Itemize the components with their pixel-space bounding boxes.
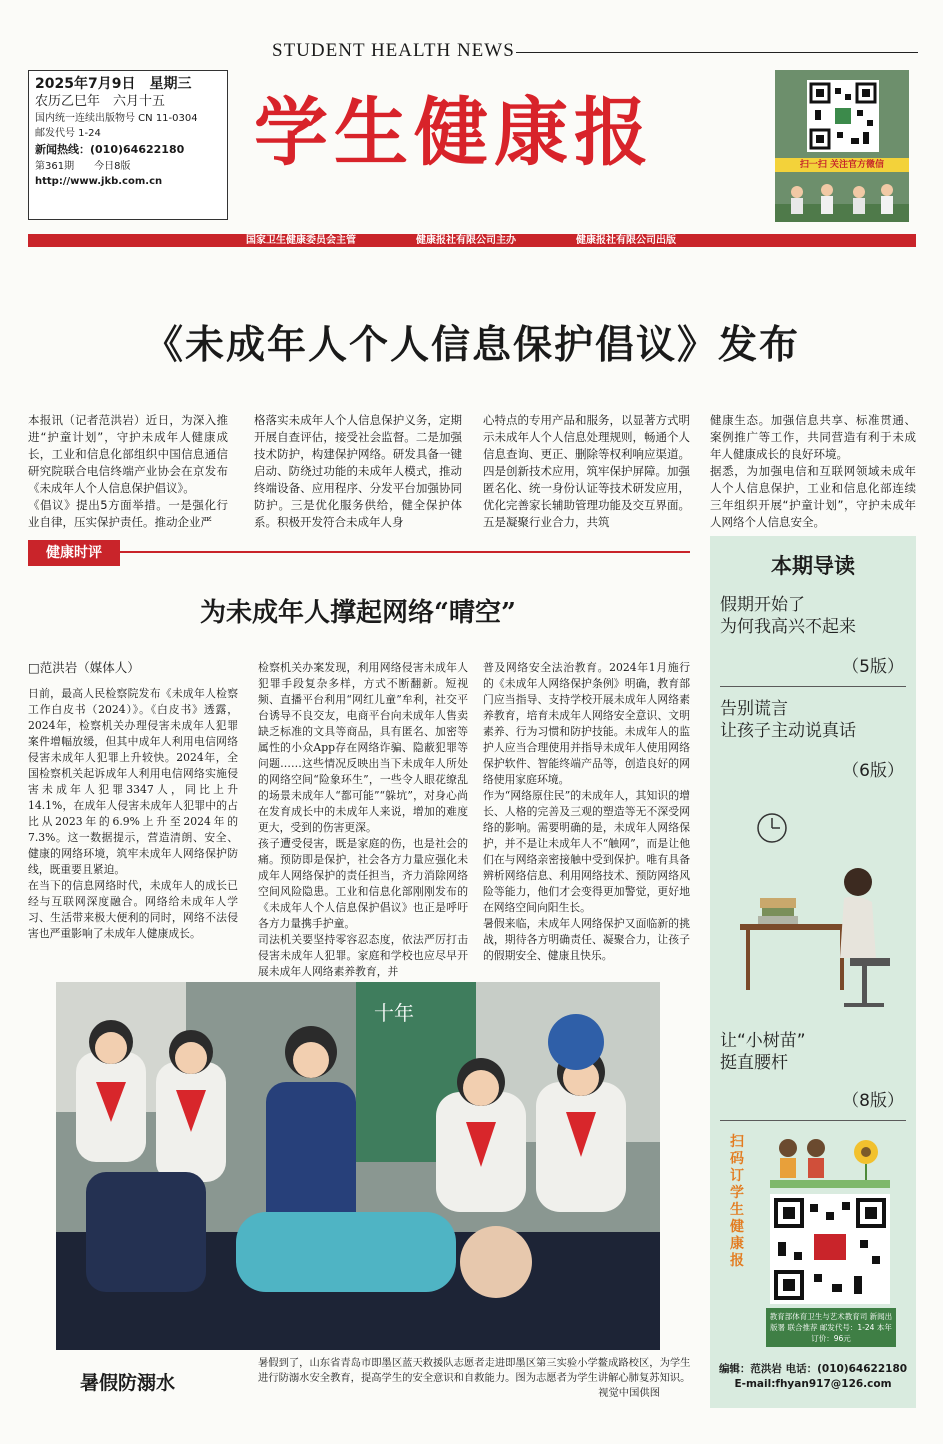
photo-credit: 视觉中国供图 bbox=[598, 1387, 660, 1399]
lead-column-3: 心特点的专用产品和服务，以显著方式明示未成年人个人信息处理规则，畅通个人信息查询、更正、删除等权利响应渠道。四是创新技术应用，筑牢保护屏障。加强匿名化、统一身份认证等技术研发应用，优化完善家长辅助管理功能及交互界面。五是凝聚行业合力，共筑 bbox=[483, 413, 690, 529]
photo-caption-text: 暑假到了，山东省青岛市即墨区蓝天救援队志愿者走进即墨区第三实验小学鳌成路校区，为学生进行防溺水安全教育，提高学生的安全意识和自救能力。图为志愿者为学生讲解心肺复苏知识。 bbox=[258, 1357, 691, 1384]
contents-sidebar bbox=[710, 536, 916, 1408]
children-illustration-icon bbox=[775, 174, 909, 222]
weekday: 星期三 bbox=[149, 76, 192, 92]
lead-column-2: 格落实未成年人个人信息保护义务，定期开展自查评估，接受社会监督。二是加强技术防护，构建保护网络。研发具备一键启动、防绕过功能的未成年人模式，推动终端设备、应用程序、分发平台加强协同防护。三是优化服务供给，健全保护体系。积极开发符合未成年人身 bbox=[254, 413, 462, 529]
sidebar-item-2-edition: （6版） bbox=[842, 761, 904, 781]
kids-and-sunflower-icon bbox=[770, 1134, 890, 1190]
lead-column-4: 健康生态。加强信息共享、标准贯通、案例推广等工作，共同营造有利于未成年人健康成长的良好环境。 据悉，为加强电信和互联网领域未成年人个人信息保护，工业和信息化部连续三年组织开展“护童计划”，守护未成年人网络个人信息安全。 bbox=[710, 413, 916, 529]
qr-caption: 扫一扫 关注官方微信 bbox=[775, 158, 909, 172]
issue-date: 2025年7月9日 bbox=[35, 76, 136, 92]
commentary-column-3: 普及网络安全法治教育。2024年1月施行的《未成年人网络保护条例》明确，教育部门应当指导、支持学校开展未成年人网络素养教育，培育未成年人网络安全意识、文明素养、行为习惯和防护技能。未成年人的监护人应当合理使用并指导未成年人使用网络保护软件、智能终端产品等，创造良好的网络使用家庭环境。 作为“网络原住民”的未成年人，其知识的增长、人格的完善及三观的塑造等无不深受网络的影响。需要明确的是，未成年人网络保护，并不是让未成年人不“触网”，而是让他们在与网络亲密接触中受到保护。唯有具备辨析网络信息、利用网络技术、预防网络风险等能力，他们才会变得更加警觉，更好地在网络空间向阳生长。 暑假来临，未成年人网络保护又面临新的挑战，期待各方明确责任、凝聚合力，让孩子的假期安全、健康且快乐。 bbox=[483, 661, 690, 962]
sidebar-item-1-line2: 为何我高兴不起来 bbox=[720, 617, 856, 637]
sidebar-title: 本期导读 bbox=[771, 553, 855, 578]
subscribe-qr-code-icon bbox=[770, 1194, 890, 1304]
top-rule bbox=[516, 52, 918, 53]
photo-caption bbox=[258, 1356, 694, 1401]
publisher-publisher: 健康报社有限公司出版 bbox=[576, 235, 676, 246]
subscribe-info: 教育部体育卫生与艺术教育司 新闻出版署 联合推荐 邮发代号：1-24 本年订价：96元 bbox=[766, 1308, 896, 1347]
photo-sign-text: 十年 bbox=[374, 1001, 414, 1025]
sidebar-item-3-line1: 让“小树苗” bbox=[720, 1031, 806, 1051]
issue-info-box bbox=[28, 70, 228, 220]
sidebar-divider bbox=[720, 1120, 906, 1121]
sidebar-item-1-edition: （5版） bbox=[842, 657, 904, 677]
qr-code-icon bbox=[807, 80, 879, 152]
commentary-column-2: 检察机关办案发现，利用网络侵害未成年人犯罪手段复杂多样，方式不断翻新。短视频、直播平台利用“网红儿童”牟利，社交平台诱导不良交友，电商平台向未成年人售卖缺乏标准的文具等商品，具有匿名、加密等属性的小众App存在网络诈骗、隐蔽犯罪等问题……这些情况反映出当下未成年人所处的网络空间“险象环生”，一些令人眼花缭乱的场景未成年人“都可能”“躲坑”，对身心尚在发育成长中的未成年人来说，增加的难度更大，受到的伤害更深。 孩子遭受侵害，既是家庭的伤，也是社会的痛。预防即是保护，社会各方力量应强化未成年人网络保护的责任担当，齐力消除网络空间风险隐患。工业和信息化部刚刚发布的《未成年人个人信息保护倡议》也正是呼吁各方力量携手护童。 司法机关要坚持零容忍态度，依法严厉打击侵害未成年人犯罪。家庭和学校也应尽早开展未成年人网络素养教育，并 bbox=[258, 661, 468, 978]
english-title: STUDENT HEALTH NEWS bbox=[272, 40, 515, 61]
sidebar-item-2-line1: 告别谎言 bbox=[720, 699, 788, 719]
byline: □范洪岩（媒体人） bbox=[28, 660, 140, 675]
website-link[interactable]: http://www.jkb.com.cn bbox=[35, 176, 163, 187]
editor-info bbox=[710, 1362, 916, 1392]
sidebar-item-2-line2: 让孩子主动说真话 bbox=[720, 721, 856, 741]
commentary-column-1-text: 日前，最高人民检察院发布《未成年人检察工作白皮书（2024）》。《白皮书》透露，2024年，检察机关办理侵害未成年人犯罪案件增幅放缓，但其中成年人利用电信网络侵害未成年人犯罪上升较快。2024年，全国检察机关起诉成年人利用电信网络实施侵害未成年人犯罪3347人，同比上升14.1%，在成年人侵害未成年人犯罪中的占比从2023年的6.9%上升至2024年的7.3%。这一数据提示，营造清朗、安全、健康的网络环境，筑牢未成年人网络保护防线，既重要且紧迫。 在当下的信息网络时代，未成年人的成长已经与互联网深度融合。网络给未成年人学习、生活带来极大便利的同时，网络不法侵害也严重影响了未成年人健康成长。 bbox=[28, 687, 238, 940]
subscribe-panel[interactable] bbox=[730, 1134, 896, 1356]
sidebar-item-1[interactable] bbox=[720, 594, 856, 638]
sidebar-item-1-line1: 假期开始了 bbox=[720, 595, 805, 615]
section-label: 健康时评 bbox=[28, 540, 120, 566]
sidebar-item-2[interactable] bbox=[720, 698, 856, 742]
publisher-supervisor: 国家卫生健康委员会主管 bbox=[246, 235, 356, 246]
sidebar-divider bbox=[720, 686, 906, 687]
wechat-qr-panel[interactable] bbox=[775, 70, 909, 222]
publisher-bar bbox=[28, 234, 916, 247]
editor-email[interactable]: E-mail:fhyan917@126.com bbox=[734, 1378, 892, 1390]
hotline: 新闻热线：(010)64622180 bbox=[35, 143, 185, 156]
cn-number: 国内统一连续出版物号 CN 11-0304 bbox=[35, 113, 198, 124]
photo-illustration-icon bbox=[56, 982, 660, 1350]
girl-studying-icon bbox=[740, 798, 910, 1018]
issue-number: 第361期 今日8版 bbox=[35, 161, 131, 172]
lead-column-1: 本报讯（记者范洪岩）近日，为深入推进“护童计划”，守护未成年人健康成长，工业和信息化部组织中国信息通信研究院联合电信终端产业协会在京发布《未成年人个人信息保护倡议》。 《倡议》提出5方面举措。一是强化行业自律，压实保护责任。推动企业严 bbox=[28, 413, 228, 529]
masthead-title: 学生健康报 bbox=[254, 90, 654, 176]
cpr-training-photo bbox=[56, 982, 660, 1350]
section-rule bbox=[120, 551, 690, 553]
editor-contact: 编辑：范洪岩 电话：(010)64622180 bbox=[718, 1363, 908, 1375]
subscribe-text: 扫码订学生健康报 bbox=[730, 1134, 744, 1269]
sidebar-item-3-edition: （8版） bbox=[842, 1091, 904, 1111]
sidebar-item-3-line2: 挺直腰杆 bbox=[720, 1053, 788, 1073]
publisher-sponsor: 健康报社有限公司主办 bbox=[416, 235, 516, 246]
commentary-column-1 bbox=[28, 660, 238, 942]
photo-title: 暑假防溺水 bbox=[80, 1372, 176, 1394]
commentary-title: 为未成年人撑起网络“晴空” bbox=[200, 598, 516, 628]
sidebar-item-3[interactable] bbox=[720, 1030, 806, 1074]
lunar-date: 农历乙巳年 六月十五 bbox=[35, 94, 166, 109]
postal-code: 邮发代号 1-24 bbox=[35, 128, 101, 139]
lead-headline: 《未成年人个人信息保护倡议》发布 bbox=[143, 322, 800, 368]
